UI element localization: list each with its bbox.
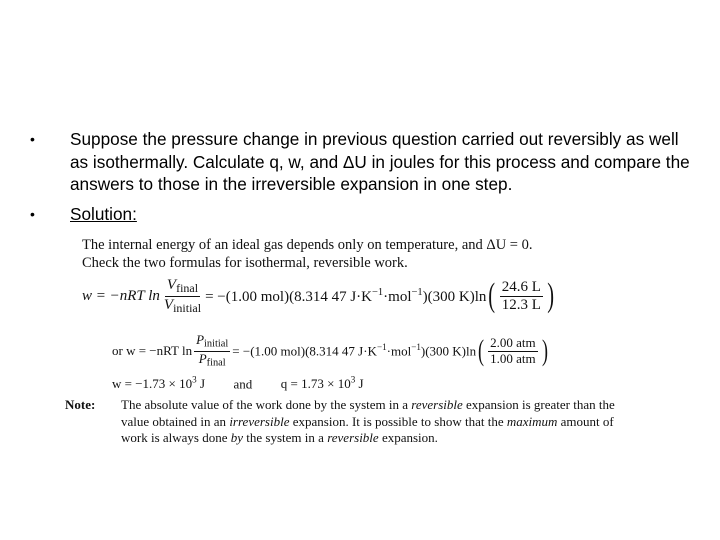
- solution-figure: [60, 230, 632, 452]
- question-text: Suppose the pressure change in previous question carried out reversibly as well as isothermally. Calculate q, w, and ΔU in joules for this process and compare the answers to those in the irreversible expansion in one step.: [70, 129, 690, 194]
- pressure-values-fraction: $\frac{\text{2.00 atm}}{\text{1.00 atm}}$: [490, 335, 536, 366]
- eq2-lhs: or w = −nRT ln: [112, 343, 193, 358]
- solution-heading: Solution:: [70, 203, 137, 224]
- eq1-lhs: w = −nRT ln: [82, 287, 160, 304]
- and-word: and: [233, 376, 253, 392]
- bullet-marker: •: [30, 131, 35, 147]
- work-volume-equation: w = −nRT ln $\frac{V_{final}}{V_{initial}}$ = −(1.00 mol)(8.314 47 $J\cdot K^{-1}\cdot mol^{-1})(300$ K)ln ( $\frac{24.6 L}{12.3 L}$ ): [82, 277, 554, 315]
- work-pressure-equation: or w = −nRT ln $\frac{P_{initial}}{P_{final}}$ = −(1.00 mol)(8.314 47 $J\cdot K^{-1}\cdot mol^{-1})(300$ K)ln ( $\frac{\text{2.00 atm}}{\text{1.00 atm}}$ ): [112, 332, 548, 369]
- solution-bullet: [30, 203, 690, 226]
- result-line: [112, 375, 364, 392]
- volume-ratio-fraction: $\frac{V_{final}}{V_{initial}}$: [163, 277, 202, 315]
- bullet-list: [30, 128, 690, 225]
- pressure-ratio-fraction: $\frac{P_{initial}}{P_{final}}$: [196, 332, 229, 369]
- bullet-marker: •: [30, 205, 35, 222]
- eq2-middle: = −(1.00 mol)(8.314 47 $J\cdot K^{-1}\cdot mol^{-1})(300$ K)ln: [232, 342, 477, 359]
- work-result: $w = -1.73 \times 10^3$ J: [112, 375, 205, 392]
- figure-line-2: Check the two formulas for isothermal, reversible work.: [82, 255, 408, 271]
- figure-line-1: The internal energy of an ideal gas depends only on temperature, and ΔU = 0.: [82, 237, 533, 253]
- heat-result: $q = 1.73 \times 10^3$ J: [280, 375, 364, 392]
- question-bullet: [30, 128, 690, 196]
- note-block: [65, 397, 626, 447]
- eq1-middle: = −(1.00 mol)(8.314 47 $J\cdot K^{-1}\cdot mol^{-1})(300$ K)ln: [205, 286, 487, 305]
- note-body: The absolute value of the work done by the system in a reversible expansion is greater than the value obtained in an irreversible expansion. It is possible to show that the maximum amount of work is always done by the system in a reversible expansion.: [121, 397, 615, 445]
- volume-values-fraction: $\frac{24.6 L}{12.3 L}$: [501, 279, 541, 313]
- note-label: Note:: [65, 397, 96, 412]
